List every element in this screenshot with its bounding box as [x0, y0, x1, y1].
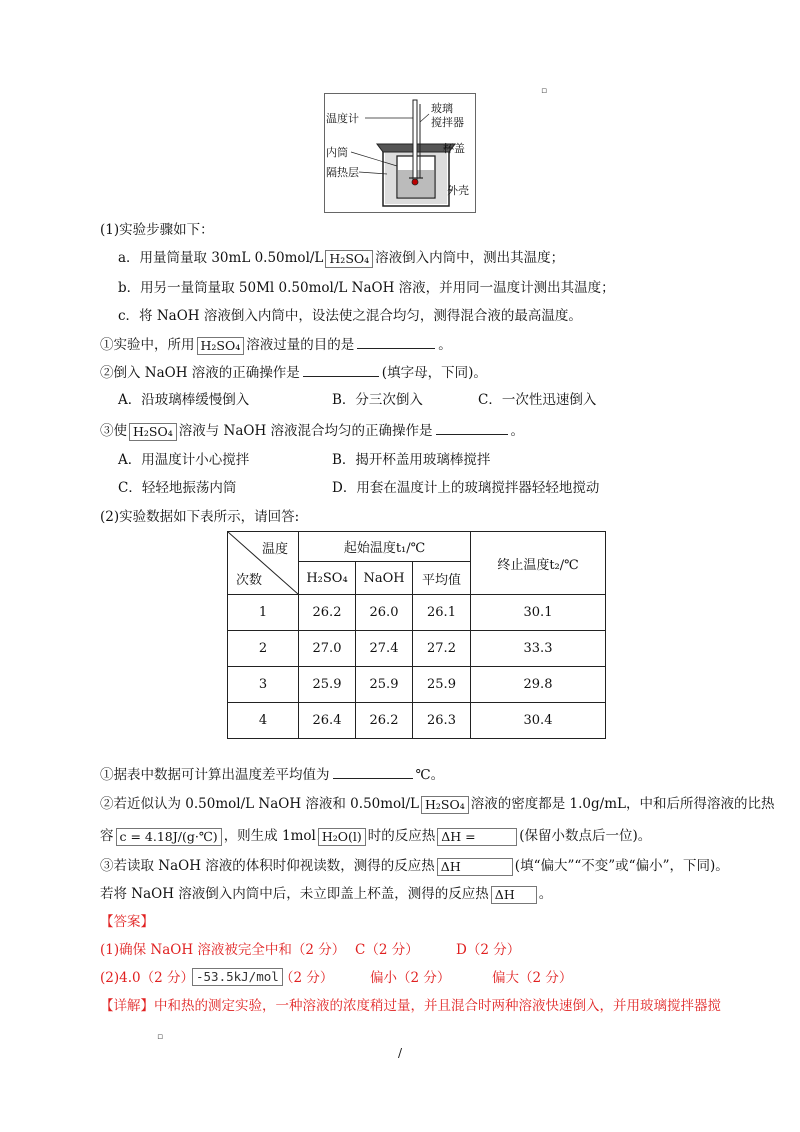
cell: 25.9 — [299, 667, 356, 703]
answer-title: 【答案】 — [100, 914, 154, 930]
table-corner-cell — [228, 532, 299, 595]
answer-line2-box: -53.5kJ/mol — [190, 966, 285, 986]
cell: 27.2 — [413, 631, 471, 667]
question-1-1: ①实验中，所用 H₂SO₄ 溶液过量的目的是 。 — [100, 334, 452, 355]
formula-box: H₂SO₄ — [325, 250, 373, 268]
answer-line2-c: 偏小（2 分） — [370, 970, 451, 986]
q3-option-a: A．用温度计小心搅拌 — [118, 452, 250, 468]
cell: 33.3 — [471, 631, 606, 667]
cell: 1 — [228, 595, 299, 631]
answer-line1-a: (1)确保 NaOH 溶液被完全中和（2 分） — [100, 942, 346, 958]
q3-option-d: D．用套在温度计上的玻璃搅拌器轻轻地搅动 — [332, 480, 600, 496]
question-2-3-line2: 若将 NaOH 溶液倒入内筒中后，未立即盖上杯盖，测得的反应热 ΔH 。 — [100, 886, 553, 902]
cell: 25.9 — [356, 667, 413, 703]
step-a: a．用量筒量取 30mL 0.50mol/L H₂SO₄ 溶液倒入内筒中，测出其温度； — [118, 250, 565, 266]
cell: 30.1 — [471, 595, 606, 631]
table-row — [228, 631, 606, 667]
cell: 26.2 — [356, 703, 413, 739]
cell: 4 — [228, 703, 299, 739]
cell: 25.9 — [413, 667, 471, 703]
formula-box: H₂O(l) — [318, 828, 366, 846]
answer-line2-b: （2 分） — [280, 970, 334, 986]
formula-box[interactable]: ΔH — [491, 886, 537, 904]
question-1-2: ②倒入 NaOH 溶液的正确操作是 (填字母，下同)。 — [100, 362, 487, 383]
cell: 2 — [228, 631, 299, 667]
formula-box: H₂SO₄ — [197, 337, 245, 355]
start-temp-header: 起始温度t₁/℃ — [299, 532, 471, 562]
detail-text: 中和热的测定实验，一种溶液的浓度稍过量，并且混合时两种溶液快速倒入，并用玻璃搅拌器搅 — [154, 998, 721, 1014]
section2-heading: (2)实验数据如下表所示，请回答: — [100, 509, 300, 525]
question-1-3: ③使 H₂SO₄ 溶液与 NaOH 溶液混合均匀的正确操作是 。 — [100, 420, 524, 441]
table-row — [228, 667, 606, 703]
subheader-naoh: NaOH — [356, 562, 413, 595]
cell: 30.4 — [471, 703, 606, 739]
table-row — [228, 595, 606, 631]
cell: 27.4 — [356, 631, 413, 667]
answer-line1-c: D（2 分） — [456, 942, 521, 958]
label-shell: 外壳 — [447, 184, 469, 197]
cell: 27.0 — [299, 631, 356, 667]
label-inner-cup: 内筒 — [326, 146, 348, 159]
question-2-2-line1: ②若近似认为 0.50mol/L NaOH 溶液和 0.50mol/L H₂SO₄ 溶液的密度都是 1.0g/mL，中和后所得溶液的比热 — [100, 796, 775, 812]
formula-box: H₂SO₄ — [129, 423, 177, 441]
label-insulation: 隔热层 — [326, 166, 359, 179]
cell: 26.0 — [356, 595, 413, 631]
step-b: b．用另一量筒量取 50Ml 0.50mol/L NaOH 溶液，并用同一温度计测出其温度； — [118, 280, 615, 296]
q2-option-c: C．一次性迅速倒入 — [478, 392, 597, 408]
detail-label: 【详解】 — [100, 998, 154, 1014]
formula-box: H₂SO₄ — [421, 796, 469, 814]
subheader-h2so4: H₂SO₄ — [299, 562, 356, 595]
answer-blank[interactable] — [303, 362, 379, 377]
formula-box[interactable]: ΔH = — [437, 828, 517, 846]
label-stirrer-line1: 玻璃 — [431, 102, 453, 115]
label-stirrer-line2: 搅拌器 — [431, 116, 464, 129]
cell: 26.1 — [413, 595, 471, 631]
page-mark-top: ▫ — [541, 86, 548, 96]
data-table — [227, 531, 606, 739]
answer-detail — [100, 996, 721, 1016]
step-c: c．将 NaOH 溶液倒入内筒中，设法使之混合均匀，测得混合液的最高温度。 — [118, 308, 582, 324]
cell: 26.2 — [299, 595, 356, 631]
cell: 29.8 — [471, 667, 606, 703]
label-lid: 杯盖 — [443, 142, 465, 155]
section1-heading: (1)实验步骤如下： — [100, 222, 214, 238]
answer-line2-a: (2)4.0（2 分） — [100, 970, 194, 986]
q2-option-b: B．分三次倒入 — [332, 392, 423, 408]
table-row — [228, 703, 606, 739]
end-temp-header: 终止温度t₂/℃ — [471, 532, 606, 595]
question-2-2-line2: 容 c = 4.18J/(g·℃) ，则生成 1mol H₂O(l) 时的反应热 ΔH = (保留小数点后一位)。 — [100, 828, 652, 844]
calorimeter-figure — [324, 93, 476, 213]
answer-blank[interactable] — [333, 764, 413, 779]
cell: 26.4 — [299, 703, 356, 739]
formula-box: c = 4.18J/(g·℃) — [116, 828, 222, 846]
answer-line2-d: 偏大（2 分） — [492, 970, 573, 986]
subheader-average: 平均值 — [413, 562, 471, 595]
formula-box[interactable]: ΔH — [437, 858, 513, 876]
question-2-1: ①据表中数据可计算出温度差平均值为 ℃。 — [100, 764, 444, 785]
answer-blank[interactable] — [436, 420, 508, 435]
label-thermometer: 温度计 — [326, 112, 359, 125]
answer-line1-b: C（2 分） — [355, 942, 419, 958]
corner-bottom-label: 次数 — [236, 573, 263, 588]
cell: 26.3 — [413, 703, 471, 739]
corner-top-label: 温度 — [261, 542, 288, 557]
q2-option-a: A．沿玻璃棒缓慢倒入 — [118, 392, 250, 408]
q3-option-c: C．轻轻地振荡内筒 — [118, 480, 237, 496]
page-mark-bottom: ▫ — [157, 1032, 164, 1042]
page-number: / — [398, 1046, 403, 1060]
question-2-3-line1: ③若读取 NaOH 溶液的体积时仰视读数，测得的反应热 ΔH (填“偏大”“不变”或“偏小”，下同)。 — [100, 858, 729, 874]
cell: 3 — [228, 667, 299, 703]
answer-blank[interactable] — [357, 334, 435, 349]
q3-option-b: B．揭开杯盖用玻璃棒搅拌 — [332, 452, 491, 468]
